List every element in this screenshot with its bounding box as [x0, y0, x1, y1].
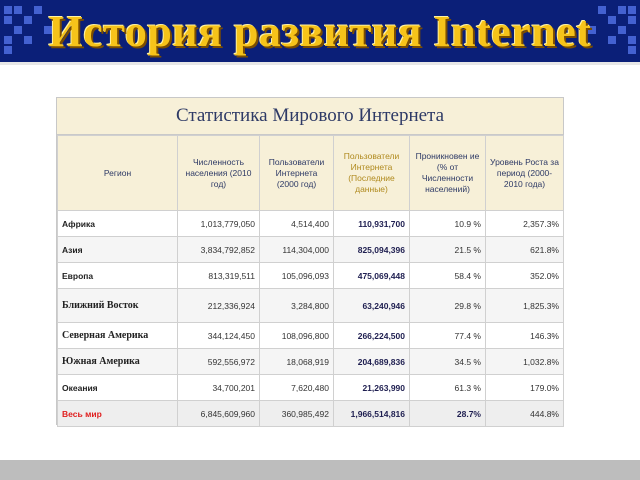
cell-region: Азия [58, 237, 178, 263]
cell-growth: 621.8% [486, 237, 564, 263]
cell-penetration: 21.5 % [410, 237, 486, 263]
slide-title: История развития Internet [48, 7, 592, 56]
cell-penetration: 77.4 % [410, 323, 486, 349]
cell-population: 212,336,924 [178, 289, 260, 323]
cell-growth: 352.0% [486, 263, 564, 289]
cell-population: 3,834,792,852 [178, 237, 260, 263]
cell-penetration: 34.5 % [410, 349, 486, 375]
cell-region: Ближний Восток [58, 289, 178, 323]
cell-users-2000: 3,284,800 [260, 289, 334, 323]
header-region: Регион [58, 136, 178, 211]
cell-users-2000: 114,304,000 [260, 237, 334, 263]
cell-users-latest: 825,094,396 [334, 237, 410, 263]
cell-users-2000: 4,514,400 [260, 211, 334, 237]
cell-growth: 1,825.3% [486, 289, 564, 323]
header-divider [0, 62, 640, 65]
table-row-total [58, 401, 564, 427]
cell-population: 6,845,609,960 [178, 401, 260, 427]
table-row [58, 349, 564, 375]
cell-region: Южная Америка [58, 349, 178, 375]
footer-bar [0, 460, 640, 480]
cell-users-latest: 204,689,836 [334, 349, 410, 375]
table-row [58, 323, 564, 349]
table-header-row [58, 136, 564, 211]
table-row [58, 263, 564, 289]
card-title: Статистика Мирового Интернета [57, 98, 563, 135]
table-row [58, 289, 564, 323]
cell-growth: 146.3% [486, 323, 564, 349]
cell-penetration: 10.9 % [410, 211, 486, 237]
cell-penetration: 58.4 % [410, 263, 486, 289]
header-growth: Уровень Роста за период (2000-2010 года) [486, 136, 564, 211]
cell-region: Африка [58, 211, 178, 237]
cell-users-latest: 266,224,500 [334, 323, 410, 349]
cell-region-total: Весь мир [58, 401, 178, 427]
table-row [58, 375, 564, 401]
header-penetration: Проникновен ие (% от Численности населений) [410, 136, 486, 211]
cell-users-latest: 110,931,700 [334, 211, 410, 237]
cell-users-2000: 108,096,800 [260, 323, 334, 349]
cell-users-2000: 18,068,919 [260, 349, 334, 375]
cell-users-latest: 475,069,448 [334, 263, 410, 289]
table-row [58, 211, 564, 237]
header-users-latest: Пользователи Интернета (Последние данные) [334, 136, 410, 211]
cell-population: 344,124,450 [178, 323, 260, 349]
cell-users-latest: 63,240,946 [334, 289, 410, 323]
internet-stats-table [57, 135, 564, 427]
table-row [58, 237, 564, 263]
header-population: Численность населения (2010 год) [178, 136, 260, 211]
cell-growth: 179.0% [486, 375, 564, 401]
cell-users-2000: 105,096,093 [260, 263, 334, 289]
cell-region: Северная Америка [58, 323, 178, 349]
cell-growth: 444.8% [486, 401, 564, 427]
statistics-card [56, 97, 564, 425]
cell-region: Океания [58, 375, 178, 401]
cell-penetration: 28.7% [410, 401, 486, 427]
cell-users-2000: 360,985,492 [260, 401, 334, 427]
cell-population: 34,700,201 [178, 375, 260, 401]
cell-penetration: 61.3 % [410, 375, 486, 401]
cell-users-latest: 1,966,514,816 [334, 401, 410, 427]
cell-penetration: 29.8 % [410, 289, 486, 323]
cell-region: Европа [58, 263, 178, 289]
cell-users-latest: 21,263,990 [334, 375, 410, 401]
header-users-2000: Пользователи Интернета (2000 год) [260, 136, 334, 211]
cell-population: 813,319,511 [178, 263, 260, 289]
cell-population: 592,556,972 [178, 349, 260, 375]
cell-growth: 2,357.3% [486, 211, 564, 237]
cell-growth: 1,032.8% [486, 349, 564, 375]
cell-users-2000: 7,620,480 [260, 375, 334, 401]
cell-population: 1,013,779,050 [178, 211, 260, 237]
